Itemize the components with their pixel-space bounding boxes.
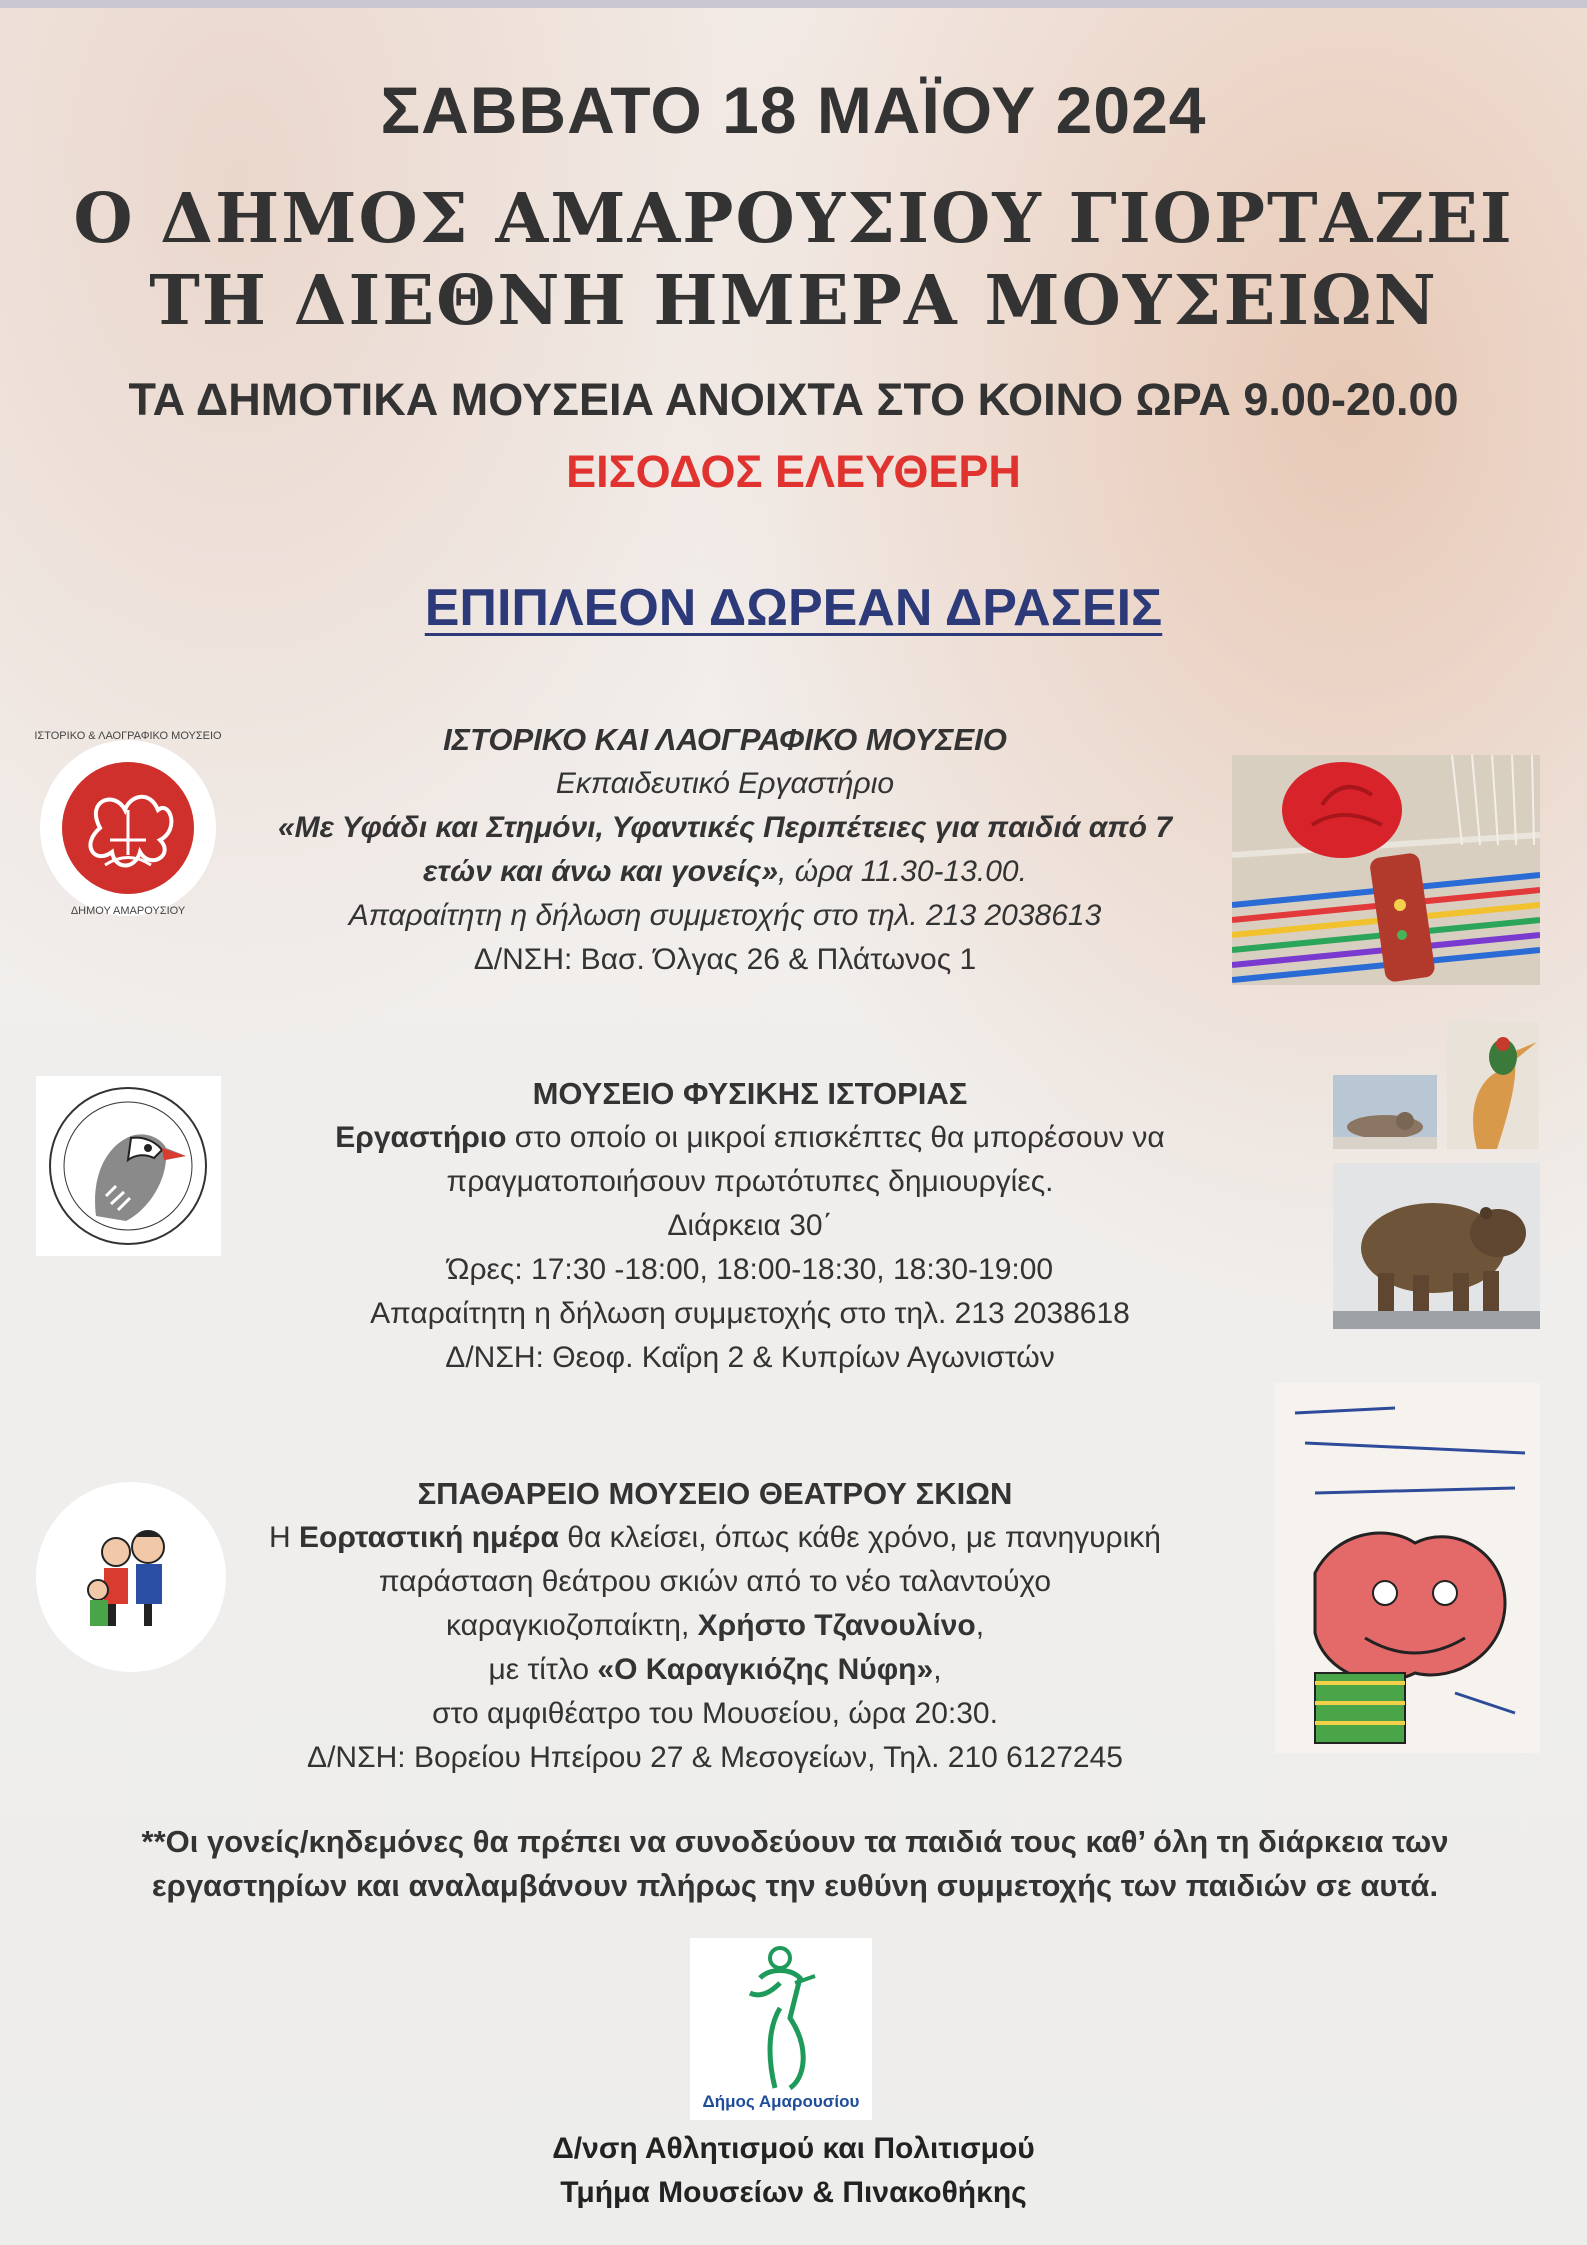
page-title	[0, 178, 1587, 342]
folklore-museum-section	[225, 718, 1225, 982]
section-line: ετών και άνω και γονείς», ώρα 11.30-13.00.	[423, 855, 1027, 888]
section-line: με τίτλο «Ο Καραγκιόζης Νύφη»,	[488, 1653, 942, 1686]
section-line: Εκπαιδευτικό Εργαστήριο	[555, 767, 895, 800]
title-line-2: ΤΗ ΔΙΕΘΝΗ ΗΜΕΡΑ ΜΟΥΣΕΙΩΝ	[149, 261, 1438, 341]
section-line: παράσταση θεάτρου σκιών από το νέο ταλαντούχο	[378, 1565, 1052, 1598]
folklore-museum-logo	[40, 740, 216, 916]
flying-squirrel-photo	[1333, 1075, 1437, 1149]
opening-hours: ΤΑ ΔΗΜΟΤΙΚΑ ΜΟΥΣΕΙΑ ΑΝΟΙΧΤΑ ΣΤΟ ΚΟΙΝΟ ΩΡΑ 9.00-20.00	[128, 374, 1459, 425]
weaving-photo	[1232, 755, 1540, 985]
section-heading: ΙΣΤΟΡΙΚΟ ΚΑΙ ΛΑΟΓΡΑΦΙΚΟ ΜΟΥΣΕΙΟ	[443, 722, 1007, 757]
natural-history-section	[275, 1072, 1225, 1380]
note-line: εργαστηρίων και αναλαμβάνουν πλήρως την ευθύνη συμμετοχής των παιδιών σε αυτά.	[151, 1868, 1439, 1903]
shadow-theatre-logo	[36, 1482, 226, 1672]
extra-heading: ΕΠΙΠΛΕΟΝ ΔΩΡΕΑΝ ΔΡΑΣΕΙΣ	[424, 579, 1163, 637]
municipality-logo-caption: Δήμος Αμαρουσίου	[702, 2092, 860, 2111]
section-line: Απαραίτητη η δήλωση συμμετοχής στο τηλ. 213 2038613	[348, 899, 1102, 932]
woodpecker-photo	[1447, 1022, 1539, 1149]
section-line: Δ/ΝΣΗ: Βορείου Ηπείρου 27 & Μεσογείων, Τηλ. 210 6127245	[307, 1741, 1123, 1774]
section-line: Διάρκεια 30΄	[667, 1209, 833, 1242]
section-line: καραγκιοζοπαίκτη, Χρήστο Τζανουλίνο,	[445, 1609, 985, 1642]
top-border	[0, 0, 1587, 8]
folklore-logo-bottom-text: ΔΗΜΟΥ ΑΜΑΡΟΥΣΙΟΥ	[70, 905, 186, 917]
note-line: **Οι γονείς/κηδεμόνες θα πρέπει να συνοδεύουν τα παιδιά τους καθ’ όλη τη διάρκεια των	[141, 1824, 1449, 1859]
section-heading: ΣΠΑΘΑΡΕΙΟ ΜΟΥΣΕΙΟ ΘΕΑΤΡΟΥ ΣΚΙΩΝ	[417, 1476, 1013, 1511]
section-line: Δ/ΝΣΗ: Θεοφ. Καΐρη 2 & Κυπρίων Αγωνιστών	[445, 1341, 1055, 1374]
section-line: Εργαστήριο στο οποίο οι μικροί επισκέπτες θα μπορέσουν να	[335, 1121, 1165, 1154]
shadow-theatre-section	[215, 1472, 1215, 1780]
free-entry: ΕΙΣΟΔΟΣ ΕΛΕΥΘΕΡΗ	[566, 446, 1021, 497]
section-line: Ώρες: 17:30 -18:00, 18:00-18:30, 18:30-19:00	[446, 1253, 1054, 1286]
event-date: ΣΑΒΒΑΤΟ 18 ΜΑΪΟΥ 2024	[380, 73, 1207, 147]
footer-directorate: Δ/νση Αθλητισμού και Πολιτισμού	[552, 2132, 1035, 2165]
section-line: στο αμφιθέατρο του Μουσείου, ώρα 20:30.	[432, 1697, 998, 1730]
natural-history-logo	[36, 1076, 221, 1256]
bear-photo	[1333, 1163, 1540, 1329]
footer-department: Τμήμα Μουσείων & Πινακοθήκης	[560, 2176, 1027, 2209]
municipality-logo	[690, 1938, 872, 2120]
section-line: «Με Υφάδι και Στημόνι, Υφαντικές Περιπέτειες για παιδιά από 7	[277, 811, 1173, 844]
title-line-1: Ο ΔΗΜΟΣ ΑΜΑΡΟΥΣΙΟΥ ΓΙΟΡΤΑΖΕΙ	[73, 179, 1514, 259]
section-line: πραγματοποιήσουν πρωτότυπες δημιουργίες.	[446, 1165, 1054, 1198]
karagiozis-poster	[1275, 1383, 1540, 1753]
section-heading: ΜΟΥΣΕΙΟ ΦΥΣΙΚΗΣ ΙΣΤΟΡΙΑΣ	[532, 1076, 968, 1111]
section-line: Δ/ΝΣΗ: Βασ. Όλγας 26 & Πλάτωνος 1	[473, 943, 977, 976]
section-line: Απαραίτητη η δήλωση συμμετοχής στο τηλ. 213 2038618	[370, 1297, 1130, 1330]
parent-note	[70, 1820, 1520, 1908]
section-line: Η Εορταστική ημέρα θα κλείσει, όπως κάθε χρόνο, με πανηγυρική	[269, 1521, 1161, 1554]
folklore-logo-top-text: ΙΣΤΟΡΙΚΟ & ΛΑΟΓΡΑΦΙΚΟ ΜΟΥΣΕΙΟ	[34, 730, 222, 742]
